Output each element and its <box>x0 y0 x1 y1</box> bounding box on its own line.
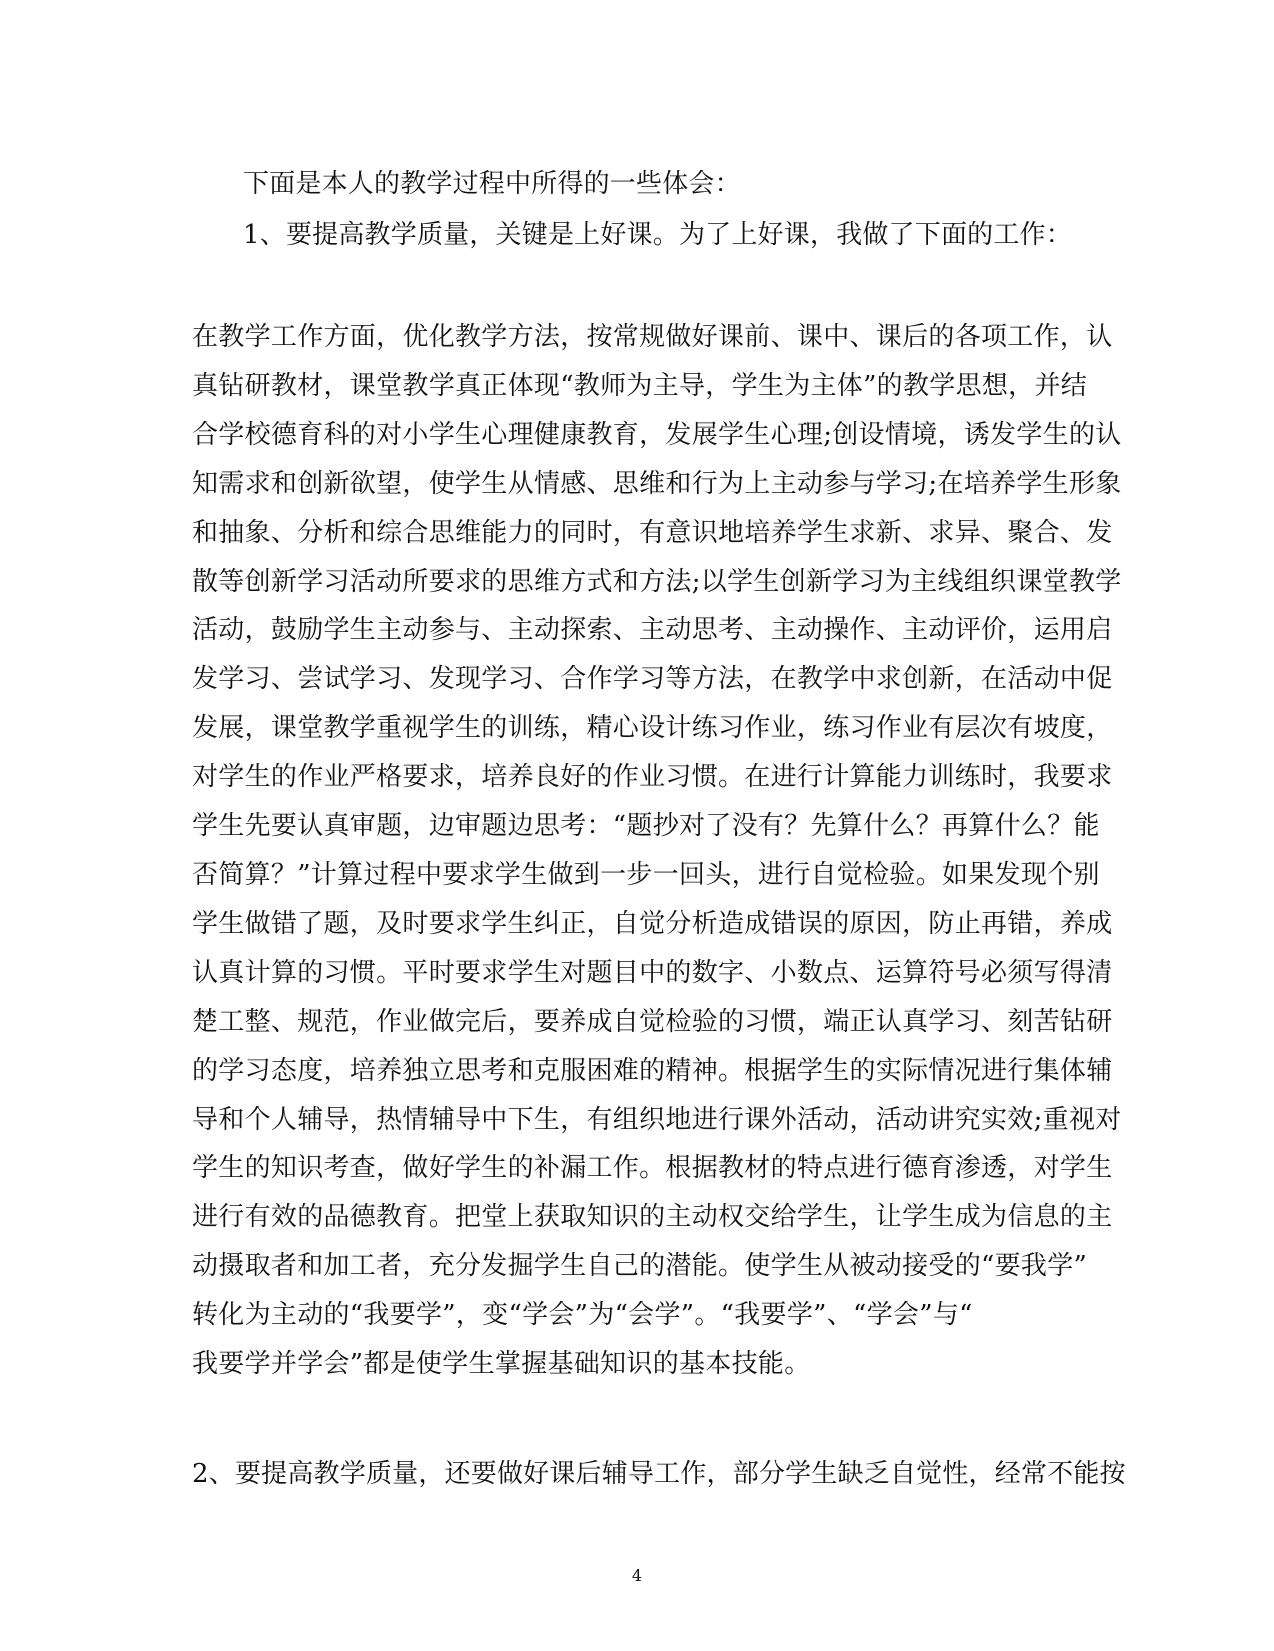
paragraph-line: 发展，课堂教学重视学生的训练，精心设计练习作业，练习作业有层次有坡度， <box>192 713 1113 744</box>
paragraph-line: 知需求和创新欲望，使学生从情感、思维和行为上主动参与学习;在培养学生形象 <box>192 468 1122 499</box>
paragraph-line: 活动，鼓励学生主动参与、主动探索、主动思考、主动操作、主动评价，运用启 <box>192 615 1113 646</box>
point-two-line: 2、要提高教学质量，还要做好课后辅导工作，部分学生缺乏自觉性，经常不能按 <box>192 1459 1126 1489</box>
paragraph-line: 在教学工作方面，优化教学方法，按常规做好课前、课中、课后的各项工作，认 <box>192 322 1113 352</box>
paragraph-line: 真钻研教材，课堂教学真正体现“教师为主导，学生为主体”的教学思想，并结 <box>192 370 1088 401</box>
intro-line: 下面是本人的教学过程中所得的一些体会： <box>243 169 741 199</box>
paragraph-line: 合学校德育科的对小学生心理健康教育，发展学生心理;创设情境，诱发学生的认 <box>192 419 1122 450</box>
paragraph-line: 楚工整、规范，作业做完后，要养成自觉检验的习惯，端正认真学习、刻苦钻研 <box>192 1006 1113 1037</box>
paragraph-line: 进行有效的品德教育。把堂上获取知识的主动权交给学生，让学生成为信息的主 <box>192 1202 1113 1233</box>
paragraph-line: 学生的知识考查，做好学生的补漏工作。根据教材的特点进行德育渗透，对学生 <box>192 1153 1113 1184</box>
paragraph-line: 我要学并学会”都是使学生掌握基础知识的基本技能。 <box>192 1349 811 1380</box>
paragraph-line: 散等创新学习活动所要求的思维方式和方法;以学生创新学习为主线组织课堂教学 <box>192 566 1122 597</box>
paragraph-line: 否简算？”计算过程中要求学生做到一步一回头，进行自觉检验。如果发现个别 <box>192 859 1100 890</box>
body-paragraph <box>192 313 1122 1389</box>
paragraph-line: 动摄取者和加工者，充分发掘学生自己的潜能。使学生从被动接受的“要我学” <box>192 1251 1088 1282</box>
paragraph-line: 认真计算的习惯。平时要求学生对题目中的数字、小数点、运算符号必须写得清 <box>192 957 1113 988</box>
paragraph-line: 的学习态度，培养独立思考和克服困难的精神。根据学生的实际情况进行集体辅 <box>192 1055 1113 1086</box>
point-one-heading: 1、要提高教学质量，关键是上好课。为了上好课，我做了下面的工作： <box>243 220 1072 250</box>
paragraph-line: 学生做错了题，及时要求学生纠正，自觉分析造成错误的原因，防止再错，养成 <box>192 908 1113 939</box>
paragraph-line: 学生先要认真审题，边审题边思考：“题抄对了没有？先算什么？再算什么？能 <box>192 811 1100 842</box>
page-number: 4 <box>631 1566 643 1585</box>
paragraph-line: 转化为主动的“我要学”，变“学会”为“会学”。“我要学”、“学会”与“ <box>192 1300 973 1331</box>
paragraph-line: 对学生的作业严格要求，培养良好的作业习惯。在进行计算能力训练时，我要求 <box>192 762 1113 793</box>
paragraph-line: 和抽象、分析和综合思维能力的同时，有意识地培养学生求新、求异、聚合、发 <box>192 517 1113 548</box>
paragraph-line: 发学习、尝试学习、发现学习、合作学习等方法，在教学中求创新，在活动中促 <box>192 664 1113 695</box>
paragraph-line: 导和个人辅导，热情辅导中下生，有组织地进行课外活动，活动讲究实效;重视对 <box>192 1104 1122 1135</box>
